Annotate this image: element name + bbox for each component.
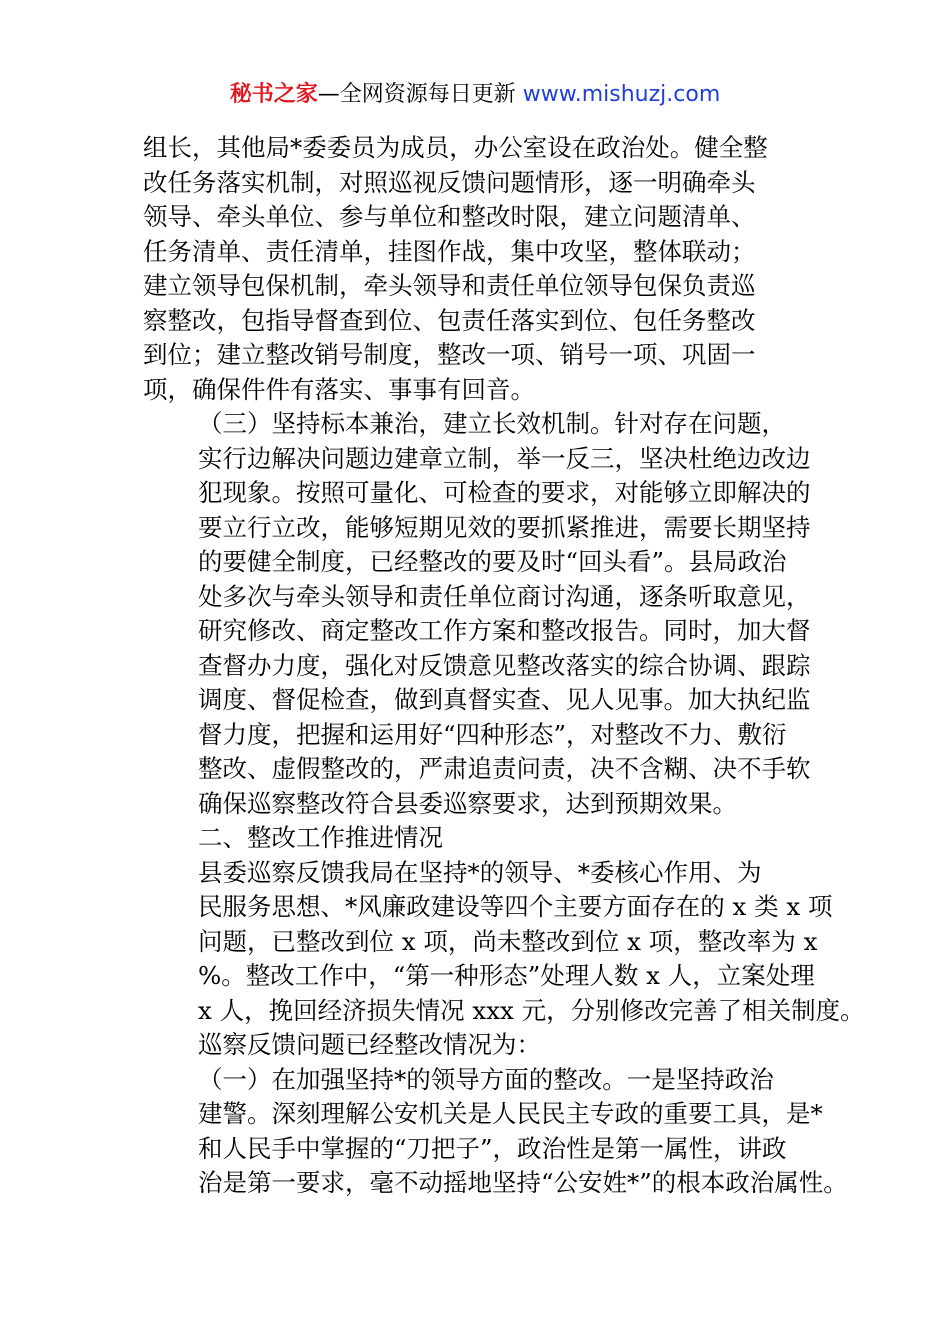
text-line: 问题，已整改到位 x 项，尚未整改到位 x 项，整改率为 x <box>198 926 818 956</box>
text-line: 建警。深刻理解公安机关是人民民主专政的重要工具，是* <box>198 1099 823 1128</box>
text-line: 确保巡察整改符合县委巡察要求，达到预期效果。 <box>198 788 737 818</box>
text-line: 领导、牵头单位、参与单位和整改时限，建立问题清单、 <box>143 202 756 231</box>
text-line: 督力度，把握和运用好“四种形态”，对整改不力、敷衍 <box>198 719 787 749</box>
text-line: 处多次与牵头领导和责任单位商讨沟通，逐条听取意见， <box>198 581 811 611</box>
paragraph <box>143 407 833 821</box>
text-line: 县委巡察反馈我局在坚持*的领导、*委核心作用、为 <box>198 857 762 887</box>
paragraph <box>143 131 833 407</box>
brand-name: 秘书之家 <box>229 82 318 107</box>
text-line: 二、整改工作推进情况 <box>198 823 443 852</box>
text-line: 察整改，包指导督查到位、包责任落实到位、包任务整改 <box>143 305 756 335</box>
text-line: 和人民手中掌握的“刀把子”，政治性是第一属性，讲政 <box>198 1133 787 1163</box>
text-line: 建立领导包保机制，牵头领导和责任单位领导包保负责巡 <box>143 271 756 300</box>
paragraph <box>143 856 865 1063</box>
text-line: %。整改工作中，“第一种形态”处理人数 x 人，立案处理 <box>198 961 815 990</box>
text-line: 查督办力度，强化对反馈意见整改落实的综合协调、跟踪 <box>198 650 811 680</box>
text-line: 整改、虚假整改的，严肃追责问责，决不含糊、决不手软 <box>198 754 811 783</box>
text-line: 要立行立改，能够短期见效的要抓紧推进，需要长期坚持 <box>198 512 811 542</box>
text-line: （一）在加强坚持*的领导方面的整改。一是坚持政治 <box>198 1064 774 1094</box>
text-line: 调度、督促检查，做到真督实查、见人见事。加大执纪监 <box>198 685 811 714</box>
text-line: 的要健全制度，已经整改的要及时“回头看”。县局政治 <box>198 547 787 576</box>
text-line: 实行边解决问题边建章立制，举一反三，坚决杜绝边改边 <box>198 443 811 473</box>
site-url-link[interactable]: www.mishuzj.com <box>522 82 721 107</box>
document-body <box>143 131 865 1201</box>
text-line: 项，确保件件有落实、事事有回音。 <box>143 374 535 404</box>
text-line: 组长，其他局*委委员为成员，办公室设在政治处。健全整 <box>143 133 768 162</box>
text-line: 研究修改、商定整改工作方案和整改报告。同时，加大督 <box>198 616 811 645</box>
text-line: 犯现象。按照可量化、可检查的要求，对能够立即解决的 <box>198 478 811 507</box>
paragraph <box>143 821 833 856</box>
header-tagline: —全网资源每日更新 <box>317 82 516 107</box>
text-line: x 人，挽回经济损失情况 xxx 元，分别修改完善了相关制度。 <box>198 995 865 1025</box>
site-header <box>0 80 950 110</box>
text-line: 到位；建立整改销号制度，整改一项、销号一项、巩固一 <box>143 340 756 369</box>
paragraph <box>143 1063 848 1201</box>
text-line: 民服务思想、*风廉政建设等四个主要方面存在的 x 类 x 项 <box>198 892 833 921</box>
text-line: 治是第一要求，毫不动摇地坚持“公安姓*”的根本政治属性。 <box>198 1168 848 1197</box>
text-line: （三）坚持标本兼治，建立长效机制。针对存在问题， <box>198 409 786 438</box>
text-line: 任务清单、责任清单，挂图作战，集中攻坚，整体联动； <box>143 236 756 266</box>
text-line: 改任务落实机制，对照巡视反馈问题情形，逐一明确牵头 <box>143 167 756 197</box>
text-line: 巡察反馈问题已经整改情况为： <box>198 1030 541 1059</box>
